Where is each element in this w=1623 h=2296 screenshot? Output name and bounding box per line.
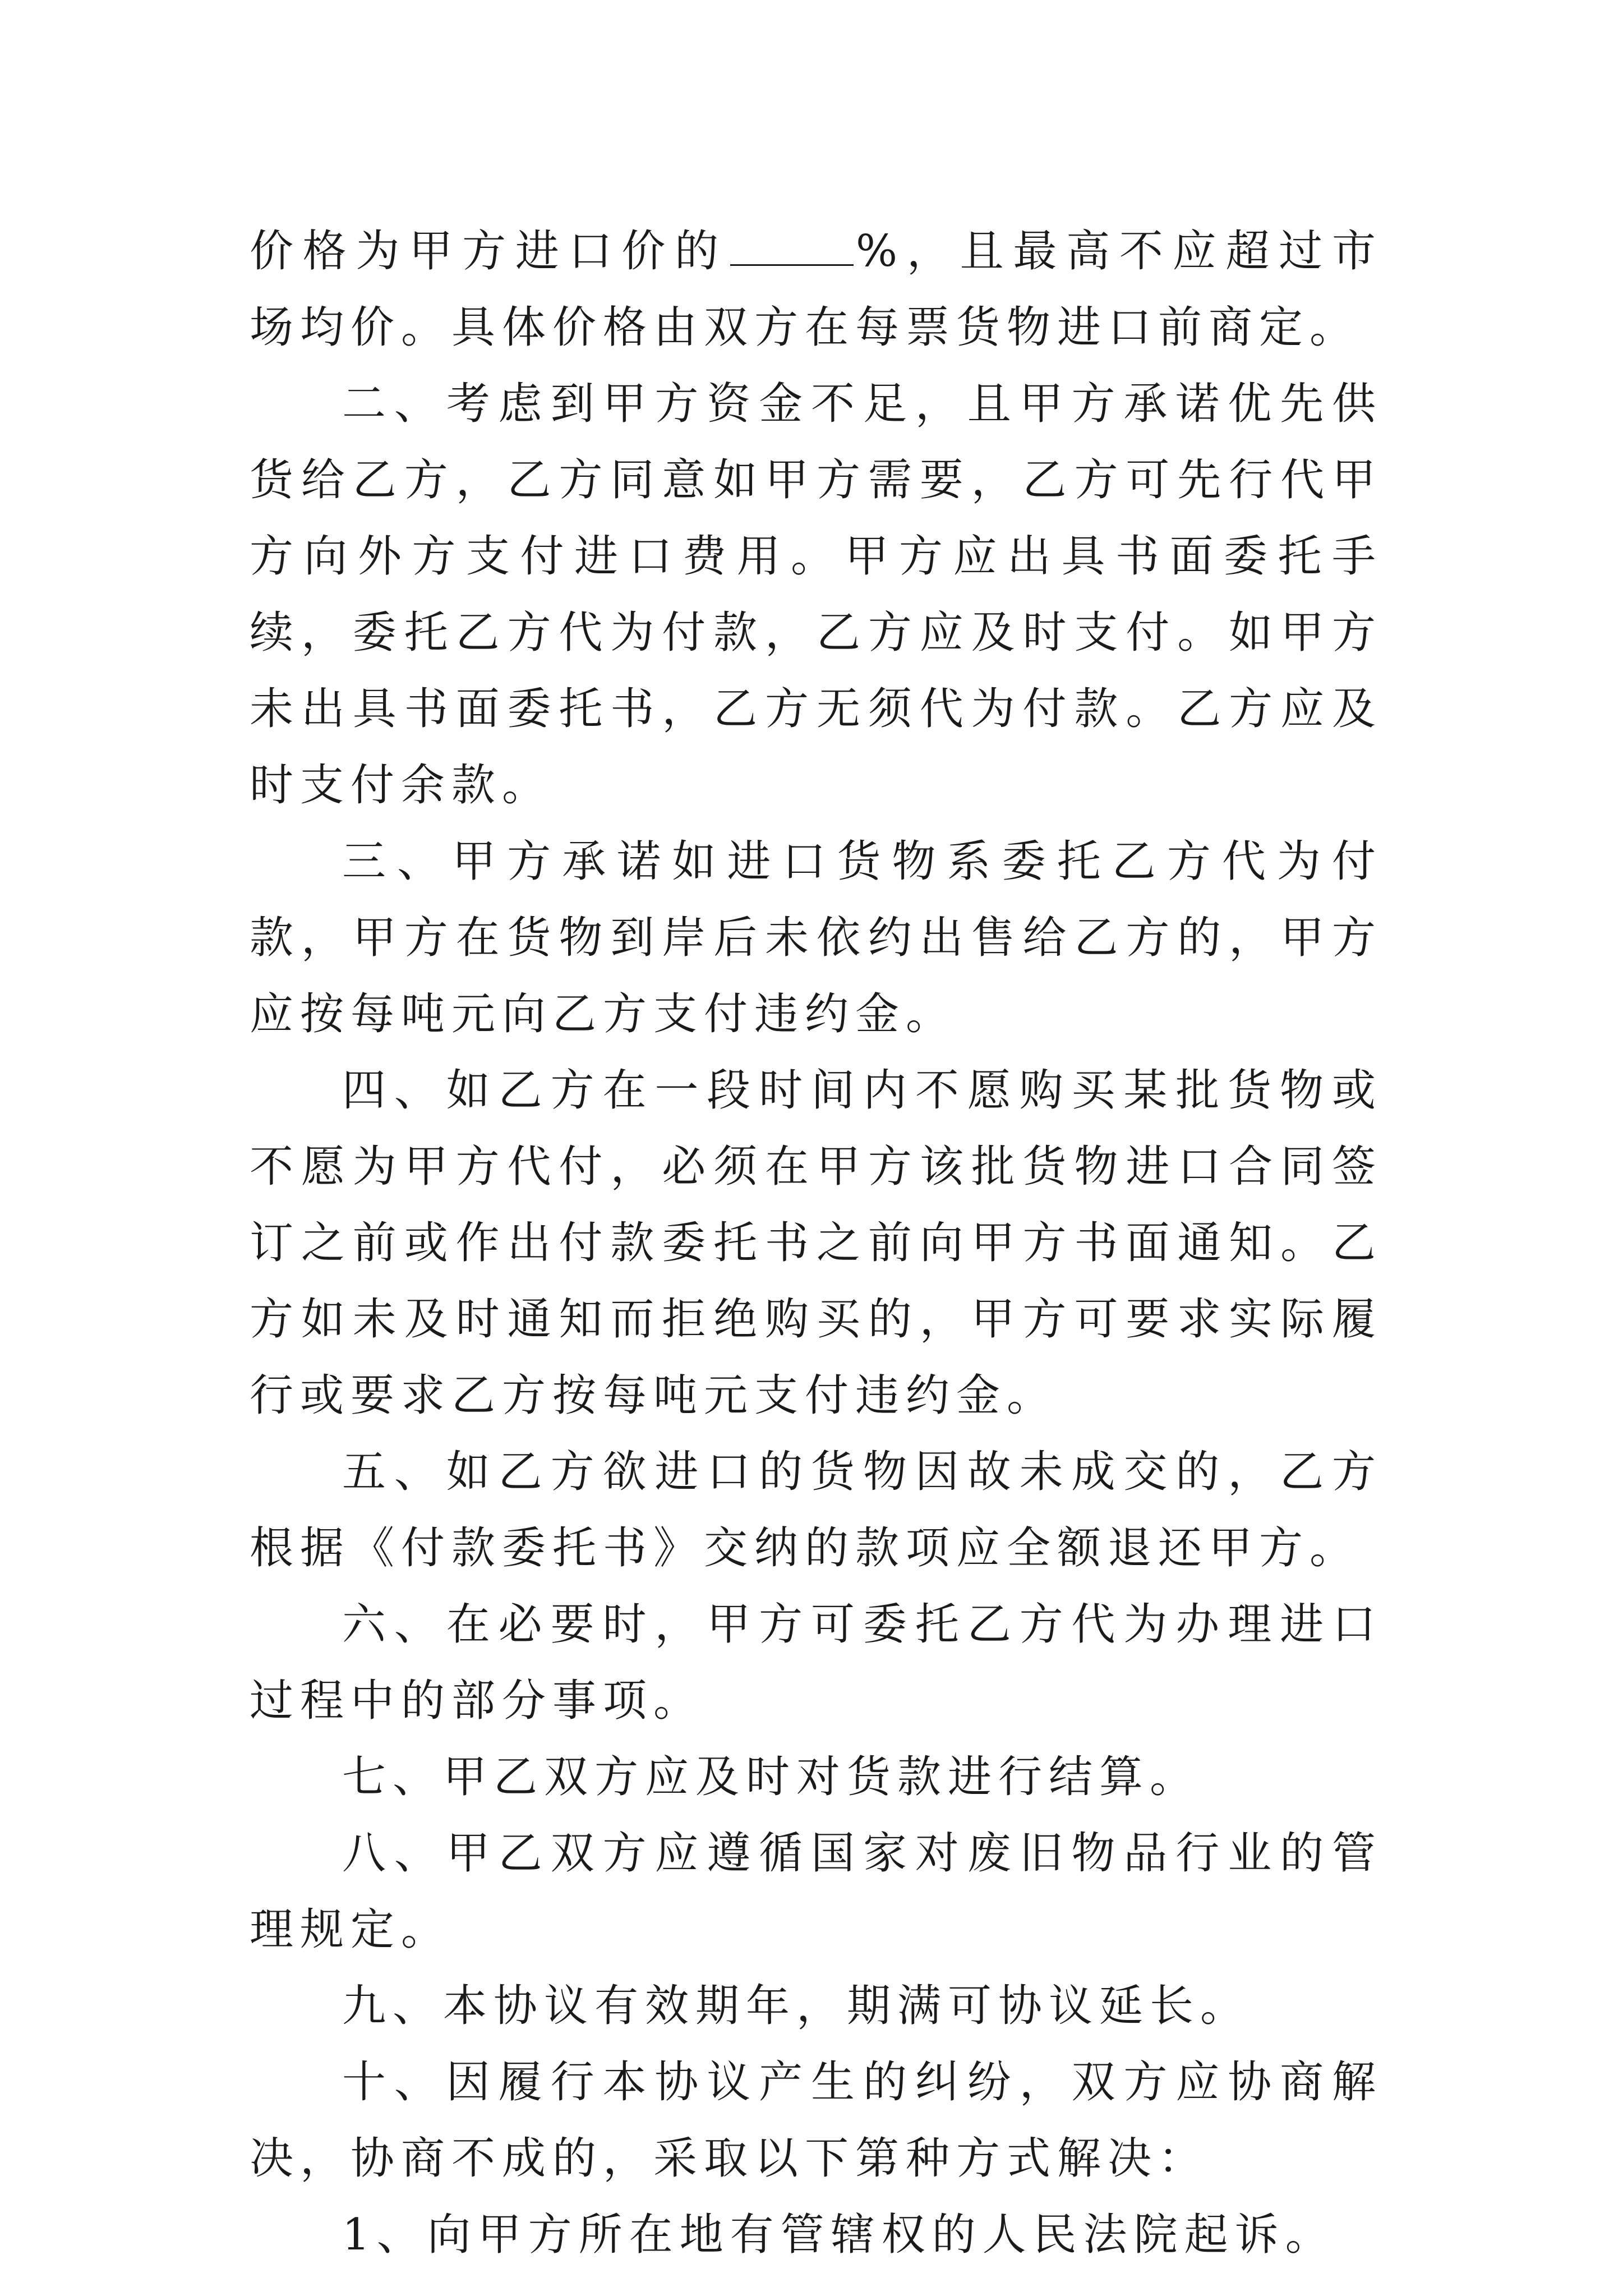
document-page (250, 213, 1382, 2273)
percentage-blank (730, 226, 854, 266)
paragraph-clause-4: 四、如乙方在一段时间内不愿购买某批货物或不愿为甲方代付，必须在甲方该批货物进口合同签订之前或作出付款委托书之前向甲方书面通知。乙方如未及时通知而拒绝购买的，甲方可要求实际履行或要求乙方按每吨元支付违约金。 (250, 1065, 1382, 1421)
paragraph-clause-9: 九、本协议有效期年，期满可协议延长。 (342, 1981, 1251, 2031)
price-clause-text-after: %，且最高不应超过市场均价。具体价格由双方在每票货物进口前商定。 (250, 226, 1382, 353)
paragraph-clause-5: 五、如乙方欲进口的货物因故未成交的，乙方根据《付款委托书》交纳的款项应全额退还甲方。 (250, 1447, 1382, 1573)
paragraph-clause-10-option-1: 1、向甲方所在地有管辖权的人民法院起诉。 (342, 2210, 1336, 2260)
paragraph-clause-2: 二、考虑到甲方资金不足，且甲方承诺优先供货给乙方，乙方同意如甲方需要，乙方可先行代甲方向外方支付进口费用。甲方应出具书面委托手续，委托乙方代为付款，乙方应及时支付。如甲方未出具书面委托书，乙方无须代为付款。乙方应及时支付余款。 (250, 379, 1382, 811)
paragraph-clause-7: 七、甲乙双方应及时对货款进行结算。 (342, 1752, 1201, 1802)
paragraph-clause-8: 八、甲乙双方应遵循国家对废旧物品行业的管理规定。 (250, 1828, 1382, 1955)
paragraph-clause-6: 六、在必要时，甲方可委托乙方代为办理进口过程中的部分事项。 (250, 1599, 1382, 1726)
paragraph-price-clause (250, 213, 1382, 366)
paragraph-clause-3: 三、甲方承诺如进口货物系委托乙方代为付款，甲方在货物到岸后未依约出售给乙方的，甲方应按每吨元向乙方支付违约金。 (250, 836, 1382, 1039)
price-clause-text-before: 价格为甲方进口价的 (250, 226, 728, 277)
paragraph-clause-10: 十、因履行本协议产生的纠纷，双方应协商解决，协商不成的，采取以下第种方式解决： (250, 2057, 1382, 2184)
